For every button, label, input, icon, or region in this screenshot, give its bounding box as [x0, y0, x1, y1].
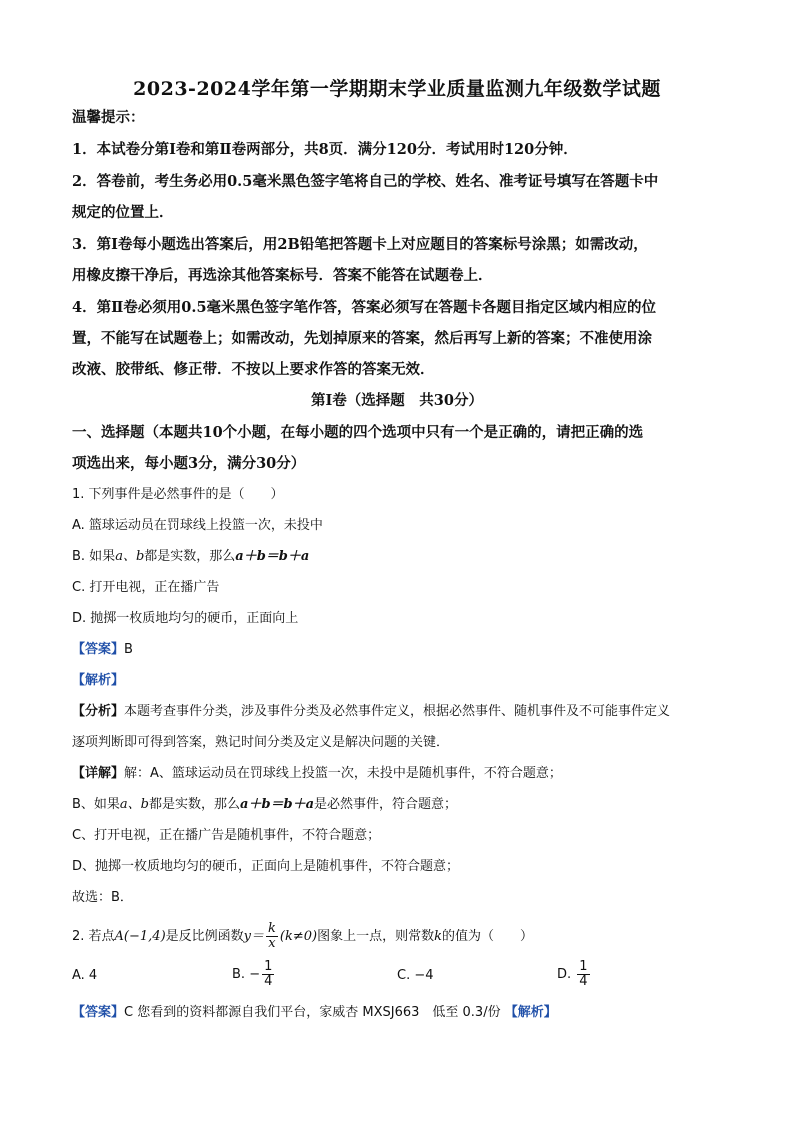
q1-fenxi-text-1: 本题考查事件分类，涉及事件分类及必然事件定义，根据必然事件、随机事件及不可能事件定义 [124, 704, 671, 719]
q2-analysis-tag: 【解析】 [504, 1005, 557, 1020]
q2-answer-value: C [124, 1005, 134, 1020]
q1-detail-label: 【详解】 [72, 766, 125, 781]
q2-option-c: C. −4 [397, 968, 434, 983]
q1-detail-2-mid: 都是实数，那么 [149, 797, 241, 812]
note-line-5: 用橡皮擦干净后，再选涂其他答案标号．答案不能答在试题卷上． [72, 267, 493, 284]
q2-stem [72, 922, 732, 951]
q2-func-den: x [268, 936, 276, 951]
q2-option-b [232, 960, 276, 989]
q2-stem-mid2: 图象上一点，则常数 [317, 929, 435, 944]
q1-option-b-prefix: B. 如果 [72, 549, 116, 564]
q2-option-b-num: 1 [264, 959, 273, 974]
q2-option-d-num: 1 [579, 959, 588, 974]
q2-stem-suffix: 的值为（ ） [442, 929, 534, 944]
q2-option-d-fraction [577, 960, 589, 989]
q1-option-b-mid: 都是实数，那么 [144, 549, 236, 564]
q1-option-c: C. 打开电视，正在播广告 [72, 580, 220, 595]
q1-detail-2 [72, 795, 732, 815]
q2-func-fraction [266, 922, 278, 951]
note-line-6: 4．第Ⅱ卷必须用0.5毫米黑色签字笔作答，答案必须写在答题卡各题目指定区域内相应的位 [72, 299, 657, 316]
q2-option-b-sign: − [249, 967, 261, 982]
q2-func-lhs: y＝ [243, 929, 265, 944]
q1-detail-2-suffix: 是必然事件，符合题意； [314, 797, 458, 812]
q1-option-d: D. 抛掷一枚质地均匀的硬币，正面向上 [72, 611, 299, 626]
q1-fenxi-2: 逐项判断即可得到答案，熟记时间分类及定义是解决问题的关键． [72, 735, 450, 750]
q2-answer-tag: 【答案】 [72, 1005, 125, 1020]
q2-stem-mid: 是反比例函数 [165, 929, 244, 944]
note-line-1: 1．本试卷分第Ⅰ卷和第Ⅱ卷两部分，共8页．满分120分．考试用时120分钟． [72, 141, 578, 158]
q2-option-b-fraction [262, 960, 274, 989]
q1-fenxi-1 [72, 702, 732, 722]
q1-answer-value: B [124, 642, 133, 657]
q2-answer-line [72, 1003, 732, 1023]
note-line-3: 规定的位置上． [72, 204, 174, 221]
q2-option-d-label: D. [557, 967, 572, 982]
q2-stem-prefix: 2. 若点 [72, 929, 115, 944]
part1-heading-1: 一、选择题（本题共10个小题，在每小题的四个选项中只有一个是正确的，请把正确的选 [72, 424, 644, 441]
notes-heading: 温馨提示： [72, 109, 145, 126]
q1-answer [72, 640, 732, 660]
q1-option-b [72, 547, 732, 567]
q1-detail-2-expr: a＋b＝b＋a [240, 797, 315, 812]
q2-func-num: k [268, 921, 276, 936]
q1-detail-2-prefix: B、如果 [72, 797, 120, 812]
note-line-7: 置，不能写在试题卷上；如需改动，先划掉原来的答案，然后再写上新的答案；不准使用涂 [72, 330, 652, 347]
q1-detail-4: D、抛掷一枚质地均匀的硬币，正面向上是随机事件，不符合题意； [72, 859, 460, 874]
note-line-4: 3．第Ⅰ卷每小题选出答案后，用2B铅笔把答题卡上对应题目的答案标号涂黑；如需改动， [72, 236, 648, 253]
q2-func-cond: (k≠0) [279, 929, 318, 944]
q2-option-d [557, 960, 592, 989]
q1-analysis-tag [72, 671, 732, 691]
part1-heading-2: 项选出来，每小题3分，满分30分） [72, 455, 306, 472]
q1-fenxi-label: 【分析】 [72, 704, 125, 719]
q2-option-d-den: 4 [579, 974, 588, 989]
q2-option-a: A. 4 [72, 968, 98, 983]
note-line-2: 2．答卷前，考生务必用0.5毫米黑色签字笔将自己的学校、姓名、准考证号填写在答题卡中 [72, 173, 659, 190]
q2-option-b-label: B. [232, 967, 246, 982]
q1-option-a: A. 篮球运动员在罚球线上投篮一次，未投中 [72, 518, 323, 533]
q1-analysis-label: 【解析】 [72, 673, 125, 688]
watermark-text: 您看到的资料都源自我们平台，家威杏 MXSJ663 低至 0.3/份 [137, 1005, 501, 1020]
q2-k: k [434, 929, 443, 944]
q1-option-b-vars: a、b [115, 549, 145, 564]
q1-option-b-expr: a＋b＝b＋a [235, 549, 310, 564]
q1-answer-tag: 【答案】 [72, 642, 125, 657]
q1-detail-3: C、打开电视，正在播广告是随机事件，不符合题意； [72, 828, 381, 843]
section-title: 第Ⅰ卷（选择题 共30分） [311, 392, 483, 409]
q2-option-b-den: 4 [264, 974, 273, 989]
exam-title: 2023-2024学年第一学期期末学业质量监测九年级数学试题 [133, 78, 661, 100]
q2-point: A(−1,4) [114, 929, 166, 944]
q1-detail-1 [72, 764, 732, 784]
note-line-8: 改液、胶带纸、修正带．不按以上要求作答的答案无效． [72, 361, 435, 378]
q1-detail-text-1: 解：A、篮球运动员在罚球线上投篮一次，未投中是随机事件，不符合题意； [124, 766, 562, 781]
q1-conclusion: 故选：B． [72, 890, 133, 905]
q1-stem: 1. 下列事件是必然事件的是（ ） [72, 487, 284, 502]
q1-detail-2-vars: a、b [119, 797, 149, 812]
